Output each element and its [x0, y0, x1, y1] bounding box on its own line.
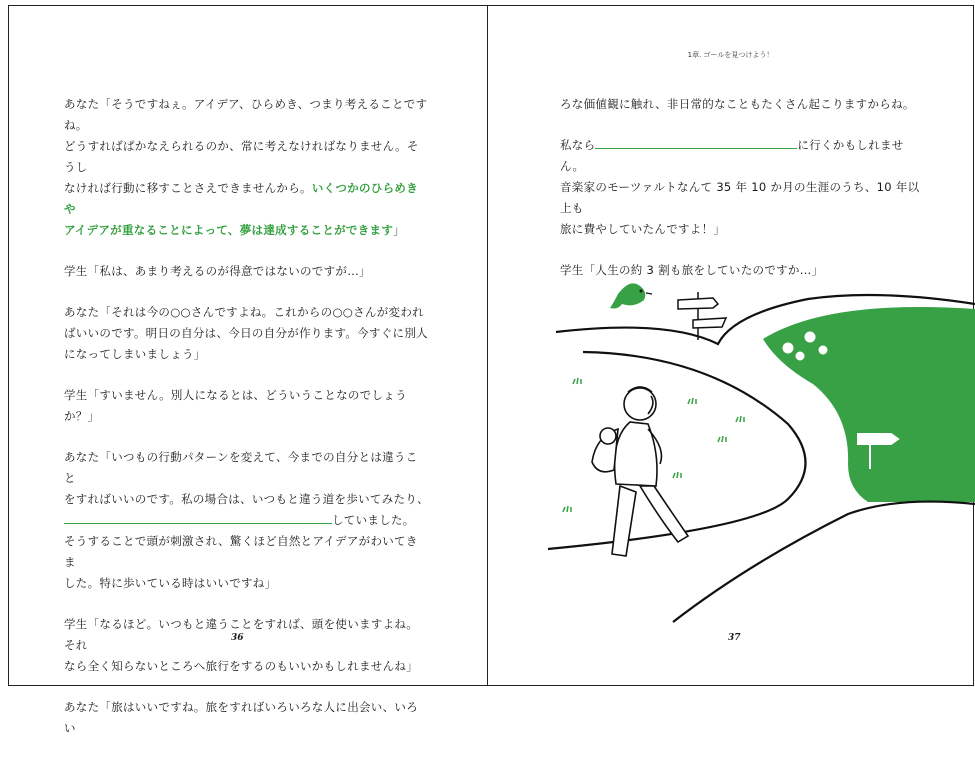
left-page — [8, 5, 488, 735]
green-meadow — [763, 307, 975, 502]
page-number-left: 36 — [231, 633, 244, 643]
running-head: 1章. ゴールを見つけよう！ — [687, 51, 774, 59]
fill-in-blank[interactable] — [64, 511, 332, 524]
paragraph-2: 学生「私は、あまり考えるのが得意ではないのですが…」 — [64, 264, 371, 278]
left-page-body — [64, 94, 429, 759]
paragraph-5: あなた「いつもの行動パターンを変えて、今までの自分とは違うこと をすればいいのです。私の場合は、いつもと違う道を歩いてみたり、 していました。 そうすることで頭が刺激され、驚くほど自然とアイデアがわいてきま した。特に歩いている時はいいですね」 — [64, 450, 429, 590]
paragraph-r3: 学生「人生の約 3 割も旅をしていたのですか…」 — [560, 263, 824, 277]
paragraph-1: あなた「そうですねぇ。アイデア、ひらめき、つまり考えることですね。 どうすればぱかなえられるのか、常に考えなければなりません。そうし なければ行動に移すことさえできませんから。いくつかのひらめきや アイデアが重なることによって、夢は達成することができます」 — [64, 97, 428, 237]
paragraph-6: 学生「なるほど。いつもと違うことをすれば、頭を使いますよね。それ なら全く知らないところへ旅行をするのもいいかもしれませんね」 — [64, 617, 418, 673]
road-line-bottom — [673, 502, 975, 622]
highlight-text-2: アイデアが重なることによって、夢は達成することができます — [64, 223, 394, 237]
right-page — [487, 5, 974, 686]
bird-icon — [610, 283, 652, 308]
highlight-text: いくつかのひらめきや — [64, 181, 419, 216]
walking-illustration — [548, 264, 975, 644]
page-number-right: 37 — [728, 633, 741, 643]
hiker-with-backpack — [592, 387, 688, 556]
paragraph-r1: ろな価値観に触れ、非日常的なこともたくさん起こりますからね。 — [560, 97, 915, 111]
paragraph-r2: 私なら に行くかもしれません。 音楽家のモーツァルトなんて 35 年 10 か月の生涯のうち、10 年以上も 旅に費やしていたんですよ！」 — [560, 138, 920, 236]
paragraph-7: あなた「旅はいいですね。旅をすればいろいろな人に出会い、いろい — [64, 700, 418, 735]
destination-blank[interactable] — [595, 136, 797, 149]
paragraph-3: あなた「それは今の○○さんですよね。これからの○○さんが変われ ばいいのです。明日の自分は、今日の自分が作ります。今すぐに別人 になってしまいましょう」 — [64, 305, 428, 361]
paragraph-4: 学生「すいません。別人になるとは、どういうことなのでしょうか？」 — [64, 388, 407, 423]
